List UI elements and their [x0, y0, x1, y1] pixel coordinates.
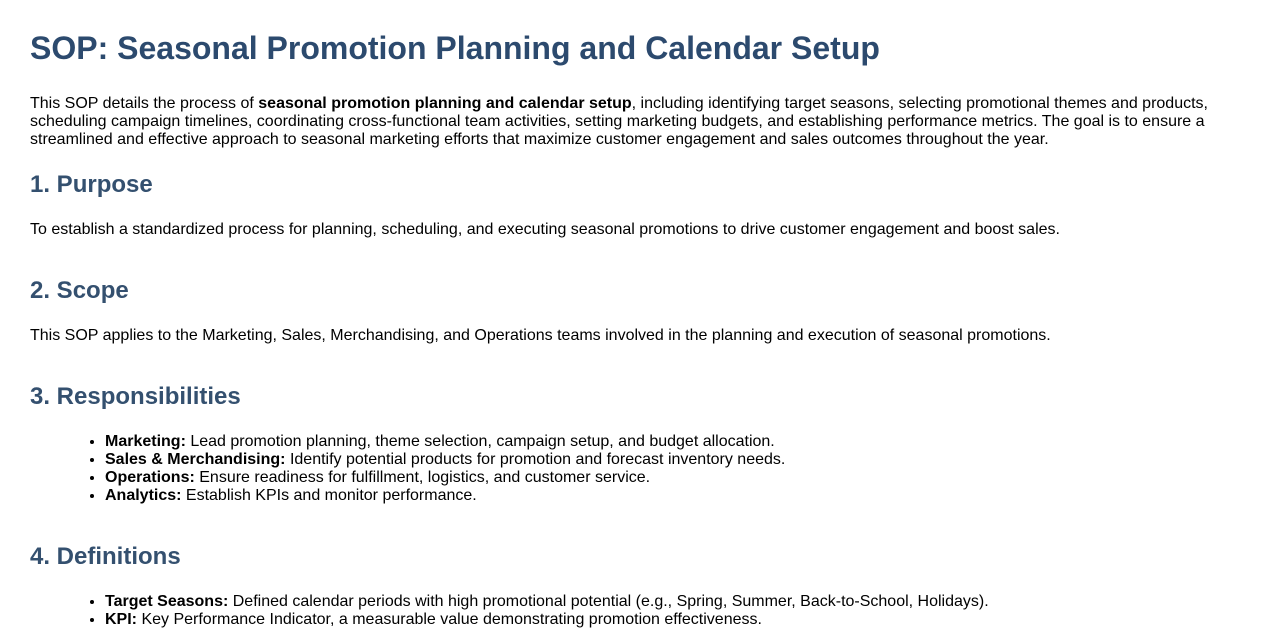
list-item-description: Ensure readiness for fulfillment, logistics, and customer service.: [194, 469, 651, 486]
list-item-term: Operations:: [105, 469, 195, 486]
intro-text-end: , including identifying target seasons, selecting promotional themes and products, scheduling campaign timelines, coordinating cross-functional team activities, setting marketing budgets, and establishing performance metrics. The goal is to ensure a streamlined and effective approach to seasonal marketing efforts that maximize customer engagement and sales outcomes throughout the year.: [30, 95, 1208, 148]
list-item: [105, 469, 1233, 487]
list-item-description: Key Performance Indicator, a measurable value demonstrating promotion effectiveness.: [137, 611, 762, 628]
list-item-term: Sales & Merchandising:: [105, 451, 286, 468]
list-item-description: Identify potential products for promotion and forecast inventory needs.: [285, 451, 786, 468]
list-item-term: Target Seasons:: [105, 593, 229, 610]
intro-paragraph: [30, 95, 1233, 149]
list-item-term: Marketing:: [105, 433, 186, 450]
definitions-list: [30, 593, 1233, 629]
list-item: [105, 593, 1233, 611]
purpose-text: To establish a standardized process for planning, scheduling, and executing seasonal promotions to drive customer engagement and boost sales.: [30, 221, 1060, 238]
list-item-description: Defined calendar periods with high promotional potential (e.g., Spring, Summer, Back-to-School, Holidays).: [228, 593, 989, 610]
responsibilities-heading: 3. Responsibilities: [30, 383, 241, 410]
list-item: [105, 433, 1233, 451]
scope-heading: 2. Scope: [30, 277, 129, 304]
list-item: [105, 611, 1233, 629]
list-item-description: Establish KPIs and monitor performance.: [181, 487, 477, 504]
list-item-term: KPI:: [105, 611, 137, 628]
intro-emphasis: seasonal promotion planning and calendar setup: [258, 95, 632, 112]
list-item: [105, 451, 1233, 469]
page-title: SOP: Seasonal Promotion Planning and Calendar Setup: [30, 30, 880, 66]
list-item: [105, 487, 1233, 505]
responsibilities-list: [30, 433, 1233, 505]
purpose-heading: 1. Purpose: [30, 171, 153, 198]
scope-text: This SOP applies to the Marketing, Sales, Merchandising, and Operations teams involved in the planning and execution of seasonal promotions.: [30, 327, 1051, 344]
list-item-description: Lead promotion planning, theme selection, campaign setup, and budget allocation.: [185, 433, 775, 450]
definitions-heading: 4. Definitions: [30, 543, 181, 570]
list-item-term: Analytics:: [105, 487, 182, 504]
intro-text-start: This SOP details the process of: [30, 95, 259, 112]
